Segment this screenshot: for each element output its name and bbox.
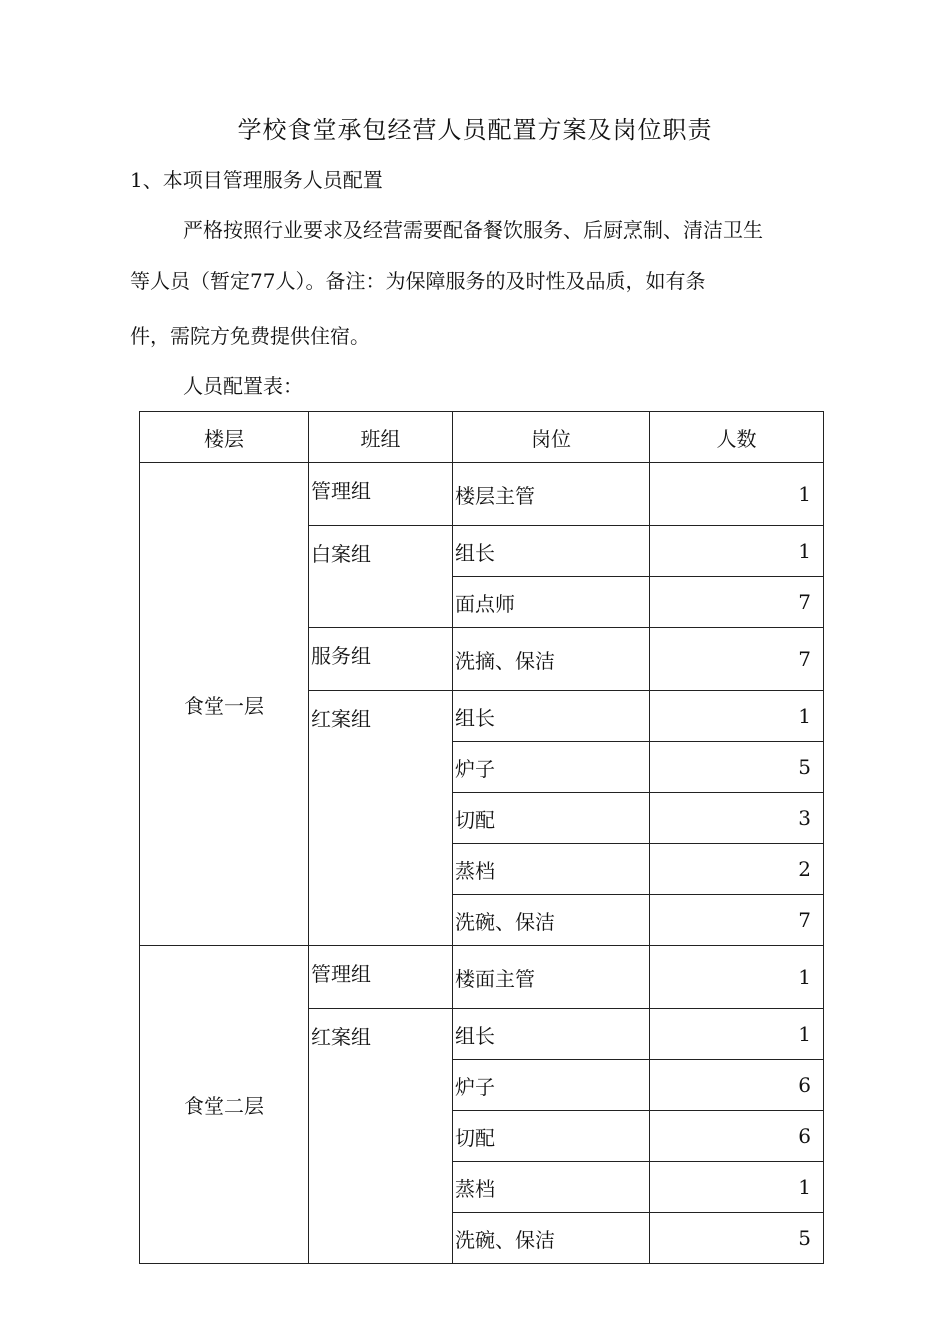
post-cell: 组长: [453, 691, 650, 742]
post-cell: 切配: [453, 1111, 650, 1162]
count-cell: 1: [650, 526, 824, 577]
count-cell: 1: [650, 1009, 824, 1060]
post-cell: 炉子: [453, 742, 650, 793]
section-heading: 1、本项目管理服务人员配置: [130, 168, 383, 192]
count-cell: 5: [650, 1213, 824, 1264]
post-cell: 楼面主管: [453, 946, 650, 1009]
table-row: [140, 463, 824, 526]
count-cell: 6: [650, 1111, 824, 1162]
table-caption: 人员配置表：: [183, 374, 303, 398]
table-body: [140, 463, 824, 1264]
post-cell: 蒸档: [453, 844, 650, 895]
count-cell: 7: [650, 895, 824, 946]
post-cell: 炉子: [453, 1060, 650, 1111]
paragraph-line-2: 等人员（暂定77人）。备注：为保障服务的及时性及品质，如有条: [130, 269, 706, 293]
count-cell: 1: [650, 691, 824, 742]
count-cell: 1: [650, 1162, 824, 1213]
header-group: 班组: [309, 412, 453, 463]
count-cell: 2: [650, 844, 824, 895]
header-count: 人数: [650, 412, 824, 463]
group-cell: 红案组: [309, 1009, 453, 1264]
table-row: [140, 946, 824, 1009]
post-cell: 组长: [453, 1009, 650, 1060]
count-cell: 1: [650, 463, 824, 526]
floor-cell: 食堂二层: [140, 946, 309, 1264]
document-title: 学校食堂承包经营人员配置方案及岗位职责: [237, 116, 713, 144]
count-cell: 7: [650, 577, 824, 628]
paragraph-line-3: 件，需院方免费提供住宿。: [130, 324, 370, 348]
group-cell: 服务组: [309, 628, 453, 691]
post-cell: 洗碗、保洁: [453, 895, 650, 946]
header-post: 岗位: [453, 412, 650, 463]
header-floor: 楼层: [140, 412, 309, 463]
paragraph-line-1: 严格按照行业要求及经营需要配备餐饮服务、后厨烹制、清洁卫生: [183, 218, 763, 242]
post-cell: 切配: [453, 793, 650, 844]
post-cell: 蒸档: [453, 1162, 650, 1213]
post-cell: 洗摘、保洁: [453, 628, 650, 691]
group-cell: 红案组: [309, 691, 453, 946]
staff-allocation-table: [139, 411, 824, 1264]
count-cell: 5: [650, 742, 824, 793]
post-cell: 洗碗、保洁: [453, 1213, 650, 1264]
post-cell: 面点师: [453, 577, 650, 628]
post-cell: 楼层主管: [453, 463, 650, 526]
group-cell: 管理组: [309, 946, 453, 1009]
count-cell: 6: [650, 1060, 824, 1111]
group-cell: 管理组: [309, 463, 453, 526]
floor-cell: 食堂一层: [140, 463, 309, 946]
table-header-row: [140, 412, 824, 463]
count-cell: 1: [650, 946, 824, 1009]
post-cell: 组长: [453, 526, 650, 577]
count-cell: 7: [650, 628, 824, 691]
count-cell: 3: [650, 793, 824, 844]
group-cell: 白案组: [309, 526, 453, 628]
